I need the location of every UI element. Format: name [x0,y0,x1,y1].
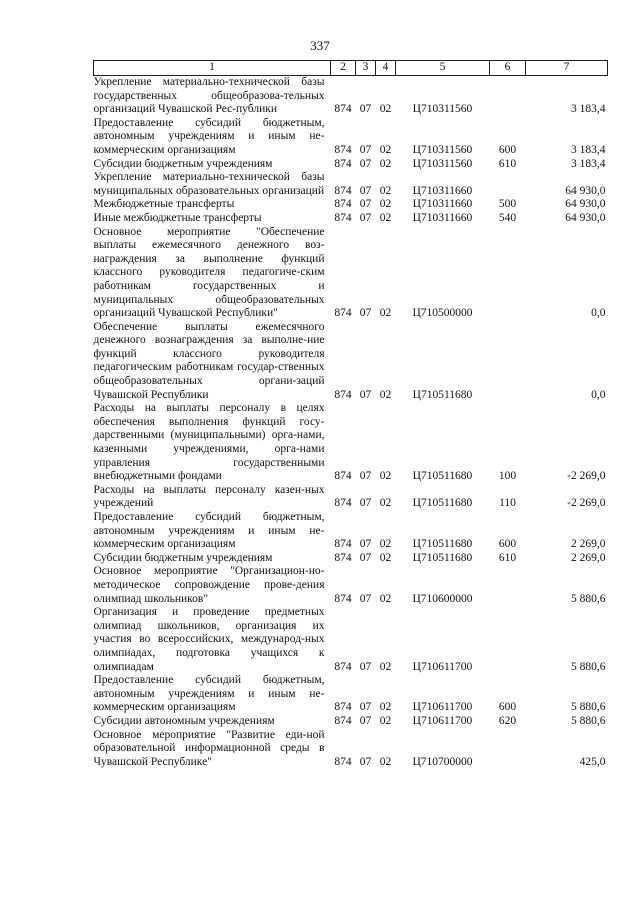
ministry-code: 874 [334,198,352,211]
target-article-code: Ц710511680 [412,538,473,551]
amount: 64 930,0 [565,198,606,211]
expense-type-code: 600 [498,143,517,156]
amount: -2 269,0 [567,470,606,483]
section-code: 07 [359,755,372,768]
section-code: 07 [359,701,372,714]
item-name: Укрепление материально-технической базы муниципальных образовательных организаций [93,171,325,197]
ministry-code: 874 [334,538,352,551]
subsection-code: 02 [379,660,392,673]
table-row [94,226,608,321]
subsection-code: 02 [379,198,392,211]
ministry-code: 874 [334,551,352,564]
target-article-code: Ц710311660 [412,184,473,197]
section-code: 07 [359,157,372,170]
column-header: 6 [490,61,526,76]
section-code: 07 [359,660,372,673]
target-article-code: Ц710611700 [412,701,473,714]
table-row [94,565,608,606]
section-code: 07 [359,388,372,401]
target-article-code: Ц710311560 [412,143,473,156]
subsection-code: 02 [379,551,392,564]
column-header: 7 [526,61,608,76]
column-header: 4 [376,61,396,76]
table-row [94,402,608,484]
ministry-code: 874 [334,307,352,320]
table-row [94,715,608,729]
target-article-code: Ц710511680 [412,388,473,401]
table-header [94,61,608,76]
subsection-code: 02 [379,755,392,768]
item-name: Субсидии бюджетным учреждениям [93,157,273,170]
ministry-code: 874 [334,103,352,116]
subsection-code: 02 [379,388,392,401]
column-header: 2 [331,61,356,76]
section-code: 07 [359,184,372,197]
item-name: Основное мероприятие "Обеспечение выплаты ежемесячного денежного воз-награждения за выполнение функций классного руководителя педагогиче-ским работникам государственных и муниципальных общеобразовательных организаций Чувашской Республики" [93,225,325,320]
item-name: Основное мероприятие "Организацион-но-методическое сопровождение прове-дения олимпиад школьников" [93,565,325,605]
ministry-code: 874 [334,755,352,768]
ministry-code: 874 [334,211,352,224]
subsection-code: 02 [379,184,392,197]
item-name: Обеспечение выплаты ежемесячного денежного вознаграждения за выполне-ние функций классного руководителя педагогическим работникам государ-ственных общеобразовательных органи-заций Чувашской Республики [93,320,325,401]
target-article-code: Ц710500000 [412,307,473,320]
expense-type-code: 500 [498,198,517,211]
target-article-code: Ц710611700 [412,714,473,727]
target-article-code: Ц710311660 [412,198,473,211]
item-name: Основное мероприятие "Развитие еди-ной образовательной информационной среды в Чувашской Республике" [93,728,325,768]
section-code: 07 [359,211,372,224]
amount: 0,0 [591,307,606,320]
amount: 64 930,0 [565,184,606,197]
column-header: 1 [94,61,331,76]
amount: -2 269,0 [567,497,606,510]
ministry-code: 874 [334,184,352,197]
target-article-code: Ц710611700 [412,660,473,673]
target-article-code: Ц710311560 [412,157,473,170]
section-code: 07 [359,470,372,483]
item-name: Предоставление субсидий бюджетным, автономным учреждениям и иным не-коммерческим организациям [93,674,325,714]
expense-type-code [490,76,526,117]
column-header: 5 [396,61,490,76]
table-row [94,674,608,715]
target-article-code: Ц710311560 [412,103,473,116]
subsection-code: 02 [379,497,392,510]
table-row [94,76,608,117]
section-code: 07 [359,143,372,156]
item-name: Организация и проведение предметных олимпиад школьников, организация их участия во всероссийских, международ-ных олимпиадах, подготовка учащихся к олимпиадам [93,606,325,673]
item-name: Субсидии автономным учреждениям [93,714,275,727]
amount: 2 269,0 [571,551,606,564]
ministry-code: 874 [334,157,352,170]
target-article-code: Ц710311660 [412,211,473,224]
amount: 5 880,6 [571,714,606,727]
expense-type-code: 100 [498,470,517,483]
table-row [94,729,608,770]
section-code: 07 [359,714,372,727]
table-row [94,171,608,198]
amount: 5 880,6 [571,660,606,673]
section-code: 07 [359,198,372,211]
expense-type-code [490,171,526,198]
section-code: 07 [359,307,372,320]
ministry-code: 874 [334,701,352,714]
expense-type-code: 620 [498,714,517,727]
table-row [94,198,608,212]
expense-type-code: 610 [498,551,517,564]
ministry-code: 874 [334,660,352,673]
table-row [94,606,608,674]
ministry-code: 874 [334,714,352,727]
item-name: Межбюджетные трансферты [93,198,235,211]
section-code: 07 [359,103,372,116]
ministry-code: 874 [334,143,352,156]
item-name: Расходы на выплаты персоналу казен-ных учреждений [93,483,325,510]
expense-type-code: 600 [498,538,517,551]
expense-type-code: 600 [498,701,517,714]
target-article-code: Ц710600000 [412,592,473,605]
table-row [94,484,608,511]
expense-type-code [490,321,526,403]
amount: 5 880,6 [571,592,606,605]
subsection-code: 02 [379,538,392,551]
amount: 64 930,0 [565,211,606,224]
budget-table [93,60,608,769]
amount: 2 269,0 [571,538,606,551]
amount: 3 183,4 [571,143,606,156]
item-name: Укрепление материально-технической базы государственных общеобразова-тельных организаций Чувашской Рес-публики [93,76,325,116]
subsection-code: 02 [379,701,392,714]
subsection-code: 02 [379,103,392,116]
amount: 0,0 [591,388,606,401]
table-body [94,76,608,770]
amount: 3 183,4 [571,157,606,170]
ministry-code: 874 [334,592,352,605]
expense-type-code: 540 [498,211,517,224]
page-number: 337 [310,38,330,53]
target-article-code: Ц710511680 [412,551,473,564]
subsection-code: 02 [379,157,392,170]
amount: 425,0 [579,755,606,768]
expense-type-code: 110 [499,497,516,510]
target-article-code: Ц710511680 [412,497,473,510]
subsection-code: 02 [379,143,392,156]
item-name: Расходы на выплаты персоналу в целях обеспечения выполнения функций госу-дарственными (муниципальными) орга-нами, казенными учреждениями, орга-нами управления государственными внебюджетными фондами [93,402,325,483]
table-row [94,212,608,226]
amount: 3 183,4 [571,103,606,116]
section-code: 07 [359,538,372,551]
target-article-code: Ц710511680 [412,470,473,483]
section-code: 07 [359,497,372,510]
item-name: Субсидии бюджетным учреждениям [93,551,273,564]
item-name: Предоставление субсидий бюджетным, автономным учреждениям и иным не-коммерческим организациям [93,511,325,551]
expense-type-code [490,606,526,674]
subsection-code: 02 [379,592,392,605]
section-code: 07 [359,551,372,564]
ministry-code: 874 [334,470,352,483]
table-row [94,117,608,158]
item-name: Предоставление субсидий бюджетным, автономным учреждениям и иным не-коммерческим организациям [93,116,325,156]
subsection-code: 02 [379,714,392,727]
subsection-code: 02 [379,211,392,224]
table-row [94,321,608,403]
column-header: 3 [356,61,376,76]
ministry-code: 874 [334,388,352,401]
expense-type-code: 610 [498,157,517,170]
table-row [94,511,608,552]
section-code: 07 [359,592,372,605]
subsection-code: 02 [379,307,392,320]
table-row [94,158,608,172]
target-article-code: Ц710700000 [412,755,473,768]
expense-type-code [490,729,526,770]
item-name: Иные межбюджетные трансферты [93,211,262,224]
amount: 5 880,6 [571,701,606,714]
subsection-code: 02 [379,470,392,483]
expense-type-code [490,226,526,321]
table-row [94,552,608,566]
ministry-code: 874 [334,497,352,510]
expense-type-code [490,565,526,606]
